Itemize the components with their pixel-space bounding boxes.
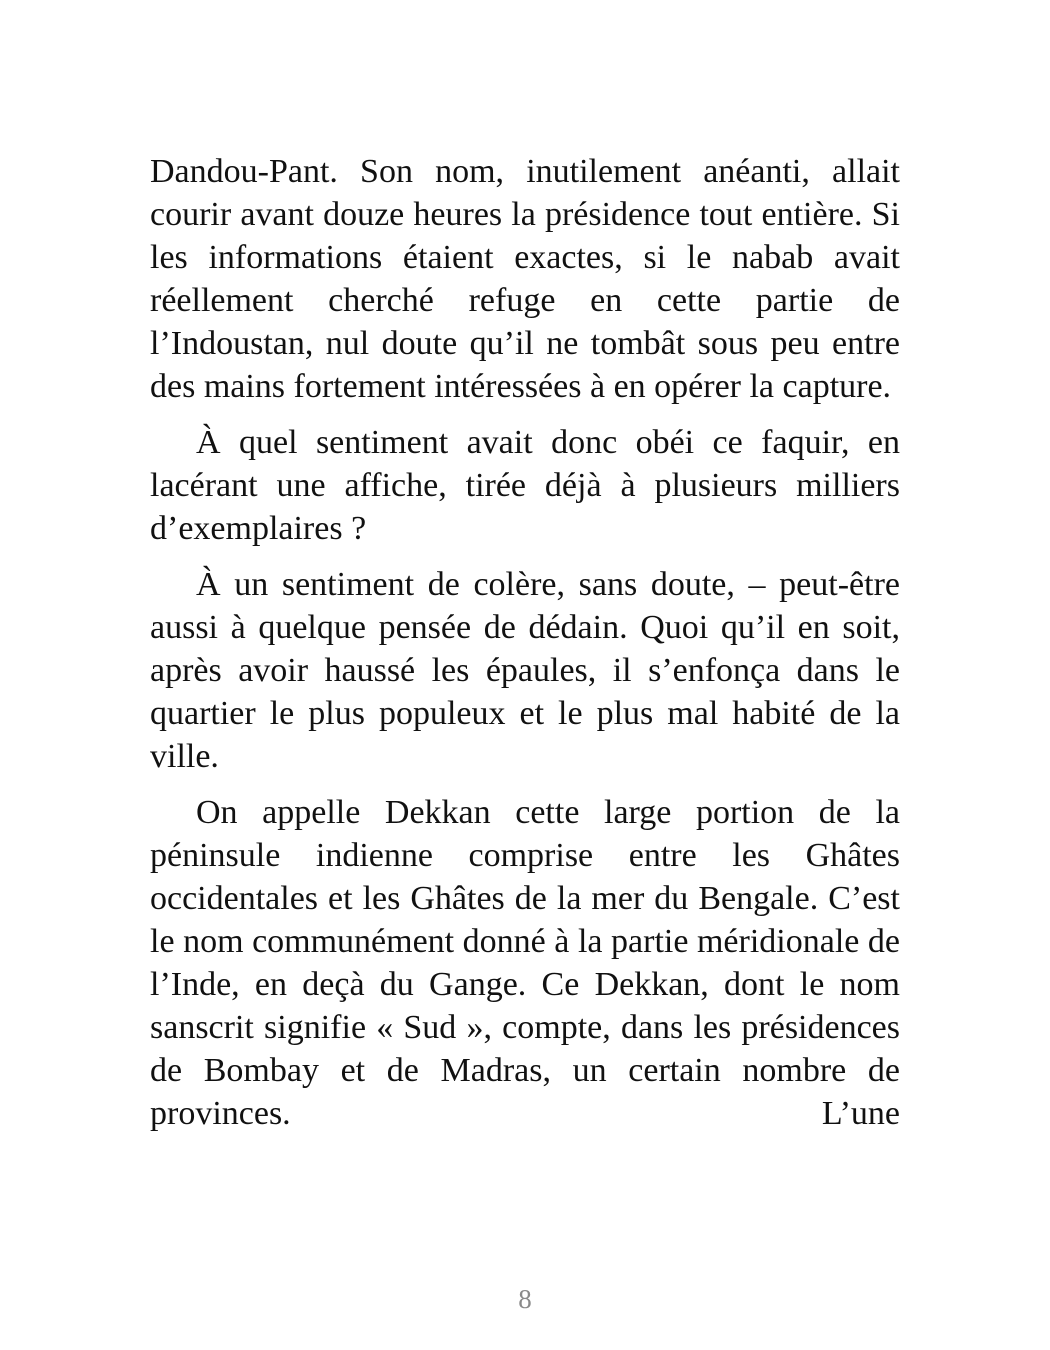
body-text bbox=[150, 150, 900, 1148]
page-number: 8 bbox=[518, 1284, 532, 1314]
paragraph-4: On appelle Dekkan cette large portion de la péninsule indienne comprise entre les Ghâtes occidentales et les Ghâtes de la mer du Bengale. C’est le nom communément donné à la partie méridionale de l’Inde, en deçà du Gange. Ce Dekkan, dont le nom sanscrit signifie « Sud », compte, dans les présidences de Bombay et de Madras, un certain nombre de provinces. L’une bbox=[150, 794, 900, 1132]
paragraph-1: Dandou-Pant. Son nom, inutilement anéanti, allait courir avant douze heures la présidence tout entière. Si les informations étaient exactes, si le nabab avait réellement cherché refuge en cette partie de l’Indoustan, nul doute qu’il ne tombât sous peu entre des mains fortement intéressées à en opérer la capture. bbox=[150, 153, 900, 405]
paragraph-3: À un sentiment de colère, sans doute, – peut-être aussi à quelque pensée de dédain. Quoi qu’il en soit, après avoir haussé les épaules, il s’enfonça dans le quartier le plus populeux et le plus mal habité de la ville. bbox=[150, 566, 900, 775]
paragraph-2: À quel sentiment avait donc obéi ce faquir, en lacérant une affiche, tirée déjà à plusieurs milliers d’exemplaires ? bbox=[150, 424, 900, 547]
